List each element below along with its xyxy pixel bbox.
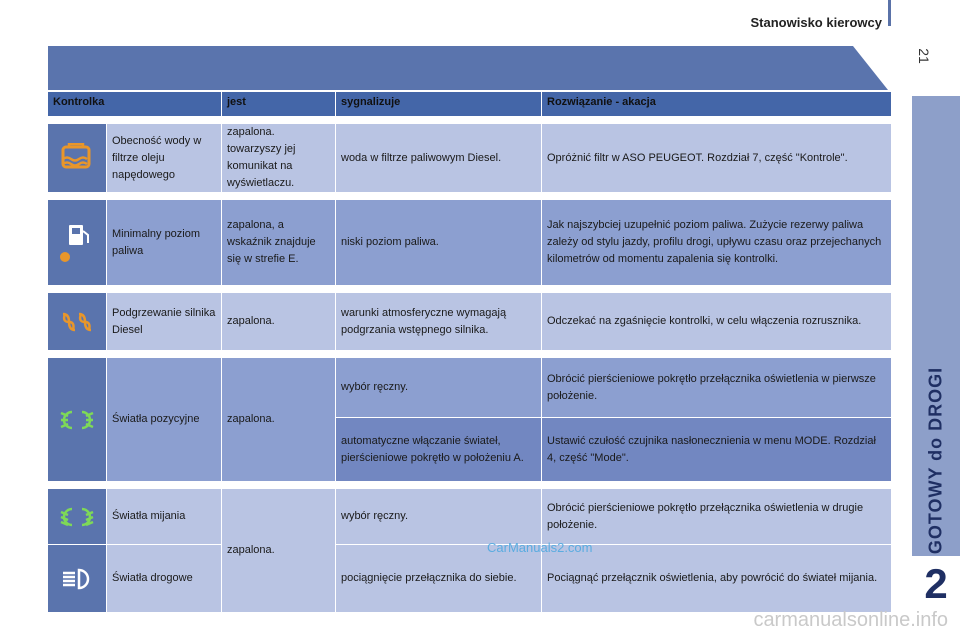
position-name: Światła pozycyjne	[107, 358, 222, 482]
table-row	[48, 545, 892, 613]
fuel-action: Jak najszybciej uzupełnić poziom paliwa. Zużycie rezerwy paliwa zależy od stylu jazdy, profilu drogi, upływu czasu oraz przejechanych kilometrów od momentu zapalenia się kontrolki.	[542, 200, 892, 286]
water-state: zapalona. towarzyszy jej komunikat na wyświetlaczu.	[222, 124, 336, 193]
position-state: zapalona.	[222, 358, 336, 482]
dipped-main-state: zapalona.	[222, 489, 336, 613]
position-signal-1: wybór ręczny.	[336, 358, 542, 418]
header-kontrolka: Kontrolka	[48, 92, 222, 117]
glow-state: zapalona.	[222, 293, 336, 351]
table-row	[48, 124, 892, 193]
glow-action: Odczekać na zgaśnięcie kontrolki, w celu włączenia rozrusznika.	[542, 293, 892, 351]
fuel-state: zapalona, a wskaźnik znajduje się w strefie E.	[222, 200, 336, 286]
table-row	[48, 358, 892, 418]
watermark: CarManuals2.com	[487, 540, 593, 555]
footer-watermark: carmanualsonline.info	[753, 609, 948, 631]
glow-signal: warunki atmosferyczne wymagają podgrzania wstępnego silnika.	[336, 293, 542, 351]
fuel-signal: niski poziom paliwa.	[336, 200, 542, 286]
fuel-name: Minimalny poziom paliwa	[107, 200, 222, 286]
glow-plug-icon	[48, 293, 107, 351]
table-row	[48, 200, 892, 286]
dipped-action: Obrócić pierścieniowe pokrętło przełącznika oświetlenia w drugie położenie.	[542, 489, 892, 545]
header-jest: jest	[222, 92, 336, 117]
main-beam-icon	[48, 545, 107, 613]
warning-lights-table	[47, 91, 892, 613]
glow-name: Podgrzewanie silnika Diesel	[107, 293, 222, 351]
water-signal: woda w filtrze paliwowym Diesel.	[336, 124, 542, 193]
dipped-beam-icon	[48, 489, 107, 545]
dipped-signal: wybór ręczny.	[336, 489, 542, 545]
position-signal-2: automatyczne włączanie świateł, pierścieniowe pokrętło w położeniu A.	[336, 418, 542, 482]
main-action: Pociągnąć przełącznik oświetlenia, aby powrócić do świateł mijania.	[542, 545, 892, 613]
table-header-row	[48, 92, 892, 117]
table-row	[48, 489, 892, 545]
water-in-fuel-icon	[48, 124, 107, 193]
header-rozwiazanie: Rozwiązanie - akacja	[542, 92, 892, 117]
position-action-2: Ustawić czułość czujnika nasłonecznienia w menu MODE. Rozdział 4, część "Mode".	[542, 418, 892, 482]
table-row	[48, 293, 892, 351]
position-lights-icon	[48, 358, 107, 482]
dipped-name: Światła mijania	[107, 489, 222, 545]
chapter-title: GOTOWY do DROGI	[925, 366, 946, 555]
header-rule	[888, 0, 891, 26]
position-action-1: Obrócić pierścieniowe pokrętło przełącznika oświetlenia w pierwsze położenie.	[542, 358, 892, 418]
section-banner	[48, 46, 888, 90]
water-action: Opróżnić filtr w ASO PEUGEOT. Rozdział 7, część "Kontrole".	[542, 124, 892, 193]
main-name: Światła drogowe	[107, 545, 222, 613]
header-sygnalizuje: sygnalizuje	[336, 92, 542, 117]
main-signal: pociągnięcie przełącznika do siebie.	[336, 545, 542, 613]
chapter-number: 2	[924, 560, 948, 607]
page-number: 21	[915, 48, 932, 64]
water-name: Obecność wody w filtrze oleju napędowego	[107, 124, 222, 193]
fuel-level-icon	[48, 200, 107, 286]
page-header-title: Stanowisko kierowcy	[750, 15, 882, 30]
